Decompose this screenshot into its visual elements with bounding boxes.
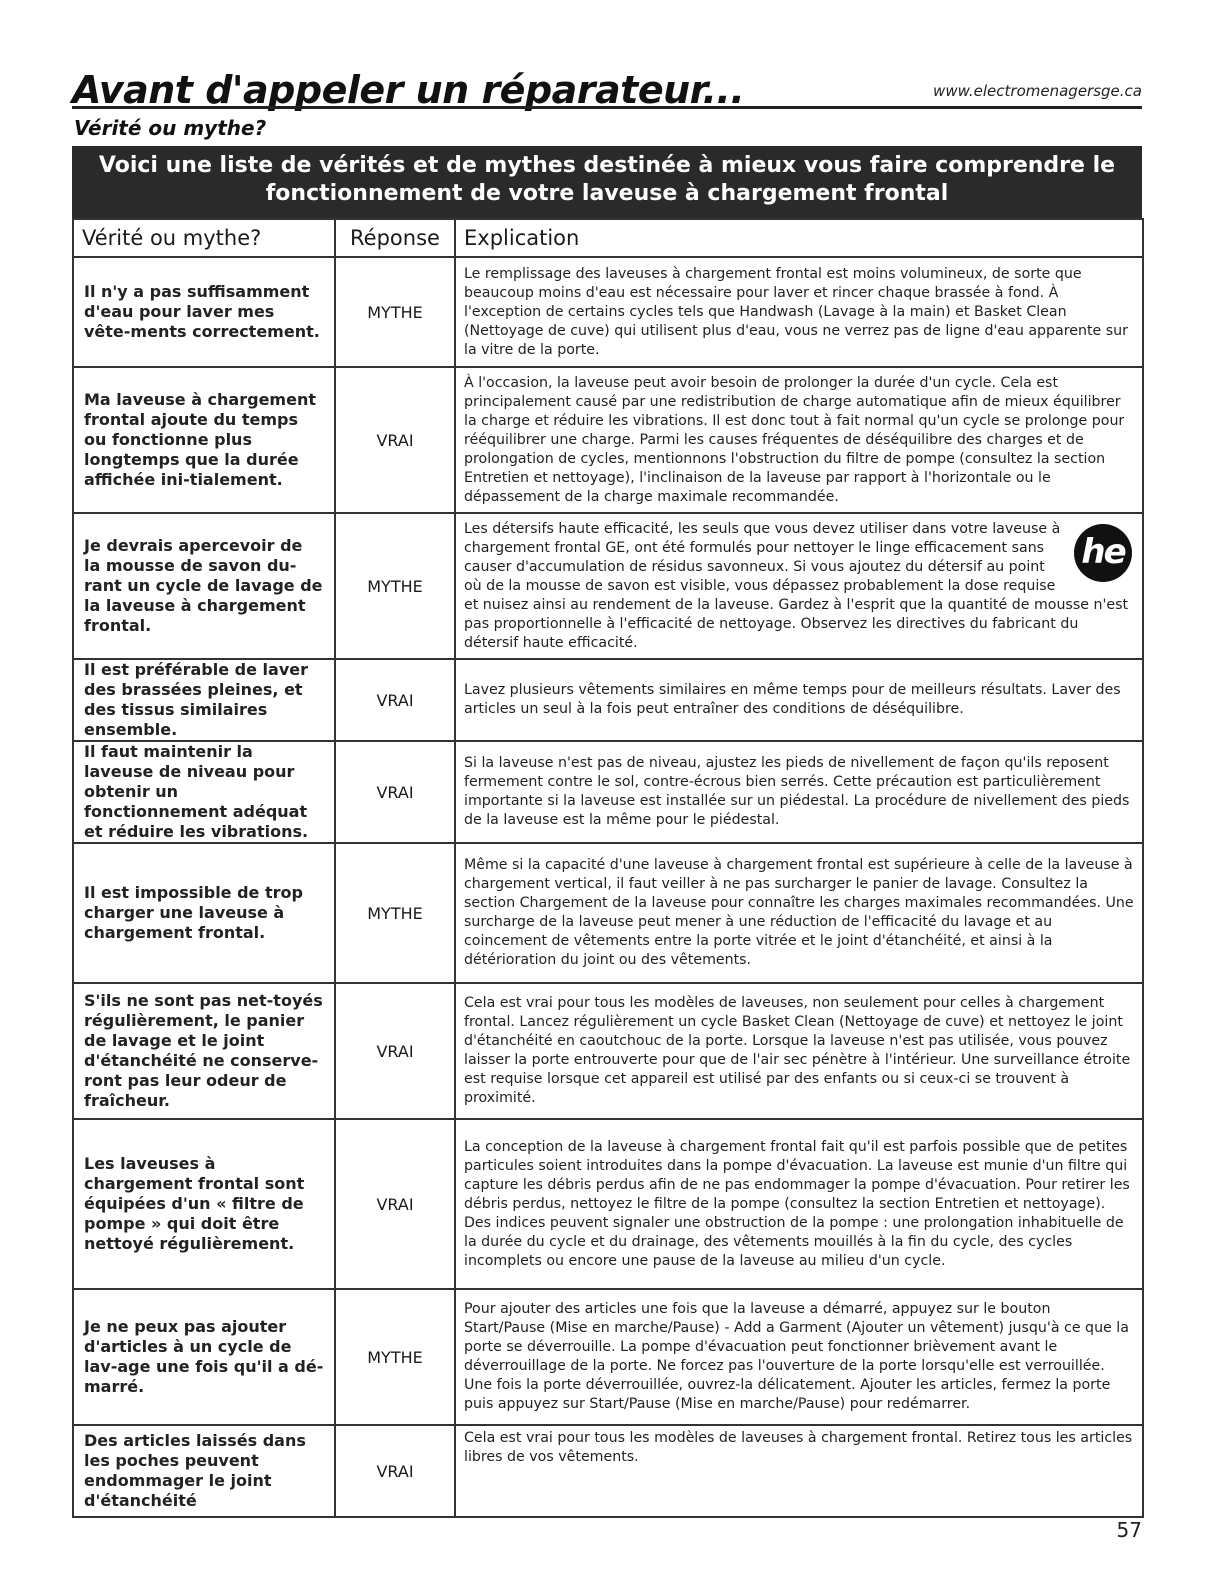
- table-row: [73, 1119, 1143, 1289]
- row-answer: VRAI: [335, 741, 455, 843]
- table-row: [73, 983, 1143, 1119]
- truth-myth-table: [72, 218, 1144, 1518]
- header-explanation: Explication: [455, 219, 1143, 257]
- row-question: Je ne peux pas ajouter d'articles à un cycle de lav-age une fois qu'il a dé-marré.: [73, 1289, 335, 1425]
- row-explanation: Cela est vrai pour tous les modèles de laveuses, non seulement pour celles à chargement frontal. Lancez régulièrement un cycle Basket Clean (Nettoyage de cuve) et nettoyez le joint d'étanchéité en caoutchouc de la porte. Lorsque la laveuse n'est pas utilisée, vous pouvez laisser la porte entrouverte pour que de l'air sec pénètre à l'intérieur. Une surveillance étroite est requise lorsque cet appareil est utilisé par des enfants ou si ceux-ci se trouvent à proximité.: [455, 983, 1143, 1119]
- row-explanation: Cela est vrai pour tous les modèles de laveuses à chargement frontal. Retirez tous les articles libres de vos vêtements.: [455, 1425, 1143, 1517]
- header-question: Vérité ou mythe?: [73, 219, 335, 257]
- table-row: [73, 1425, 1143, 1517]
- section-subtitle: Vérité ou mythe?: [74, 116, 267, 140]
- row-answer: VRAI: [335, 1119, 455, 1289]
- row-answer: MYTHE: [335, 1289, 455, 1425]
- row-answer: MYTHE: [335, 257, 455, 367]
- website-url: www.electromenagersge.ca: [933, 82, 1142, 100]
- page-number: 57: [1116, 1518, 1142, 1542]
- row-answer: VRAI: [335, 1425, 455, 1517]
- row-answer: MYTHE: [335, 843, 455, 983]
- row-question: Il est impossible de trop charger une laveuse à chargement frontal.: [73, 843, 335, 983]
- banner-line-2: fonctionnement de votre laveuse à chargement frontal: [265, 181, 949, 206]
- he-logo-icon: he: [1074, 524, 1132, 582]
- table-row: [73, 659, 1143, 741]
- row-question: S'ils ne sont pas net-toyés régulièrement, le panier de lavage et le joint d'étanchéité ne conserve-ront pas leur odeur de fraîcheur.: [73, 983, 335, 1119]
- row-question: Il est préférable de laver des brassées pleines, et des tissus similaires ensemble.: [73, 659, 335, 741]
- row-question: Il faut maintenir la laveuse de niveau pour obtenir un fonctionnement adéquat et réduire les vibrations.: [73, 741, 335, 843]
- row-explanation: À l'occasion, la laveuse peut avoir besoin de prolonger la durée d'un cycle. Cela est principalement causé par une redistribution de charge automatique afin de mieux équilibrer la charge et réduire les vibrations. Il est donc tout à fait normal qu'un cycle se prolonge pour rééquilibrer une charge. Parmi les causes fréquentes de déséquilibre des charges et de prolongation de cycles, mentionnons l'obstruction du filtre de pompe (consultez la section Entretien et nettoyage), l'inclinaison de la laveuse par rapport à l'horizontale ou le dépassement de la charge maximale recommandée.: [455, 367, 1143, 513]
- row-question: Les laveuses à chargement frontal sont équipées d'un « filtre de pompe » qui doit être nettoyé régulièrement.: [73, 1119, 335, 1289]
- truth-myth-table-container: [72, 146, 1142, 1518]
- row-answer: MYTHE: [335, 513, 455, 659]
- row-explanation: Les détersifs haute efficacité, les seuls que vous devez utiliser dans votre laveuse à chargement frontal GE, ont été formulés pour nettoyer le linge efficacement sans causer d'accumulation de résidus savonneux. Si vous ajoutez du détersif au point où de la mousse de savon est visible, vous dépassez probablement la dose requise et nuisez ainsi au rendement de la laveuse. Gardez à l'esprit que la quantité de mousse n'est pas proportionnelle à l'efficacité de nettoyage. Observez les directives du fabricant du détersif haute efficacité.: [464, 520, 1129, 651]
- table-header-row: [73, 219, 1143, 257]
- row-question: Ma laveuse à chargement frontal ajoute du temps ou fonctionne plus longtemps que la durée affichée ini-tialement.: [73, 367, 335, 513]
- page-title: Avant d'appeler un réparateur...: [72, 68, 745, 112]
- row-explanation: Si la laveuse n'est pas de niveau, ajustez les pieds de nivellement de façon qu'ils reposent fermement contre le sol, contre-écrous bien serrés. Cette précaution est particulièrement importante si la laveuse est installée sur un piédestal. La procédure de nivellement des pieds de la laveuse est la même pour le piédestal.: [455, 741, 1143, 843]
- row-answer: VRAI: [335, 983, 455, 1119]
- table-banner: [72, 146, 1142, 218]
- row-explanation: La conception de la laveuse à chargement frontal fait qu'il est parfois possible que de petites particules soient introduites dans la pompe d'évacuation. La laveuse est munie d'un filtre qui capture les débris perdus afin de ne pas endommager la pompe d'évacuation. Pour retirer les débris perdus, nettoyez le filtre de la pompe (consultez la section Entretien et nettoyage). Des indices peuvent signaler une obstruction de la pompe : une prolongation inhabituelle de la durée du cycle et du drainage, des vêtements mouillés à la fin du cycle, des cycles incomplets ou encore une pause de la laveuse au milieu d'un cycle.: [455, 1119, 1143, 1289]
- row-explanation: Même si la capacité d'une laveuse à chargement frontal est supérieure à celle de la laveuse à chargement vertical, il faut veiller à ne pas surcharger le panier de lavage. Consultez la section Chargement de la laveuse pour connaître les charges maximales recommandées. Une surcharge de la laveuse peut mener à une réduction de l'efficacité du lavage et au coincement de vêtements entre la porte vitrée et le joint d'étanchéité, et ainsi à la détérioration du joint ou des vêtements.: [455, 843, 1143, 983]
- row-explanation-with-badge: [455, 513, 1143, 659]
- row-question: Je devrais apercevoir de la mousse de savon du-rant un cycle de lavage de la laveuse à chargement frontal.: [73, 513, 335, 659]
- row-explanation: Lavez plusieurs vêtements similaires en même temps pour de meilleurs résultats. Laver des articles un seul à la fois peut entraîner des conditions de déséquilibre.: [455, 659, 1143, 741]
- table-row: [73, 367, 1143, 513]
- row-explanation: Pour ajouter des articles une fois que la laveuse a démarré, appuyez sur le bouton Start/Pause (Mise en marche/Pause) - Add a Garment (Ajouter un vêtement) jusqu'à ce que la porte se déverrouille. La pompe d'évacuation peut fonctionner brièvement avant le déverrouillage de la porte. Ne forcez pas l'ouverture de la porte lorsqu'elle est verrouillée. Une fois la porte déverrouillée, ouvrez-la délicatement. Ajouter les articles, fermez la porte puis appuyez sur Start/Pause (Mise en marche/Pause) pour redémarrer.: [455, 1289, 1143, 1425]
- row-question: Il n'y a pas suffisamment d'eau pour laver mes vête-ments correctement.: [73, 257, 335, 367]
- row-explanation: Le remplissage des laveuses à chargement frontal est moins volumineux, de sorte que beaucoup moins d'eau est nécessaire pour laver et rincer chaque brassée à fond. À l'exception de certains cycles tels que Handwash (Lavage à la main) et Basket Clean (Nettoyage de cuve) qui utilisent plus d'eau, vous ne verrez pas de ligne d'eau apparente sur la vitre de la porte.: [455, 257, 1143, 367]
- table-row: [73, 513, 1143, 659]
- row-answer: VRAI: [335, 367, 455, 513]
- header-answer: Réponse: [335, 219, 455, 257]
- table-row: [73, 257, 1143, 367]
- title-divider: [72, 106, 1142, 109]
- row-question: Des articles laissés dans les poches peuvent endommager le joint d'étanchéité: [73, 1425, 335, 1517]
- table-row: [73, 1289, 1143, 1425]
- row-answer: VRAI: [335, 659, 455, 741]
- banner-line-1: Voici une liste de vérités et de mythes destinée à mieux vous faire comprendre le: [98, 153, 1116, 178]
- table-row: [73, 741, 1143, 843]
- table-row: [73, 843, 1143, 983]
